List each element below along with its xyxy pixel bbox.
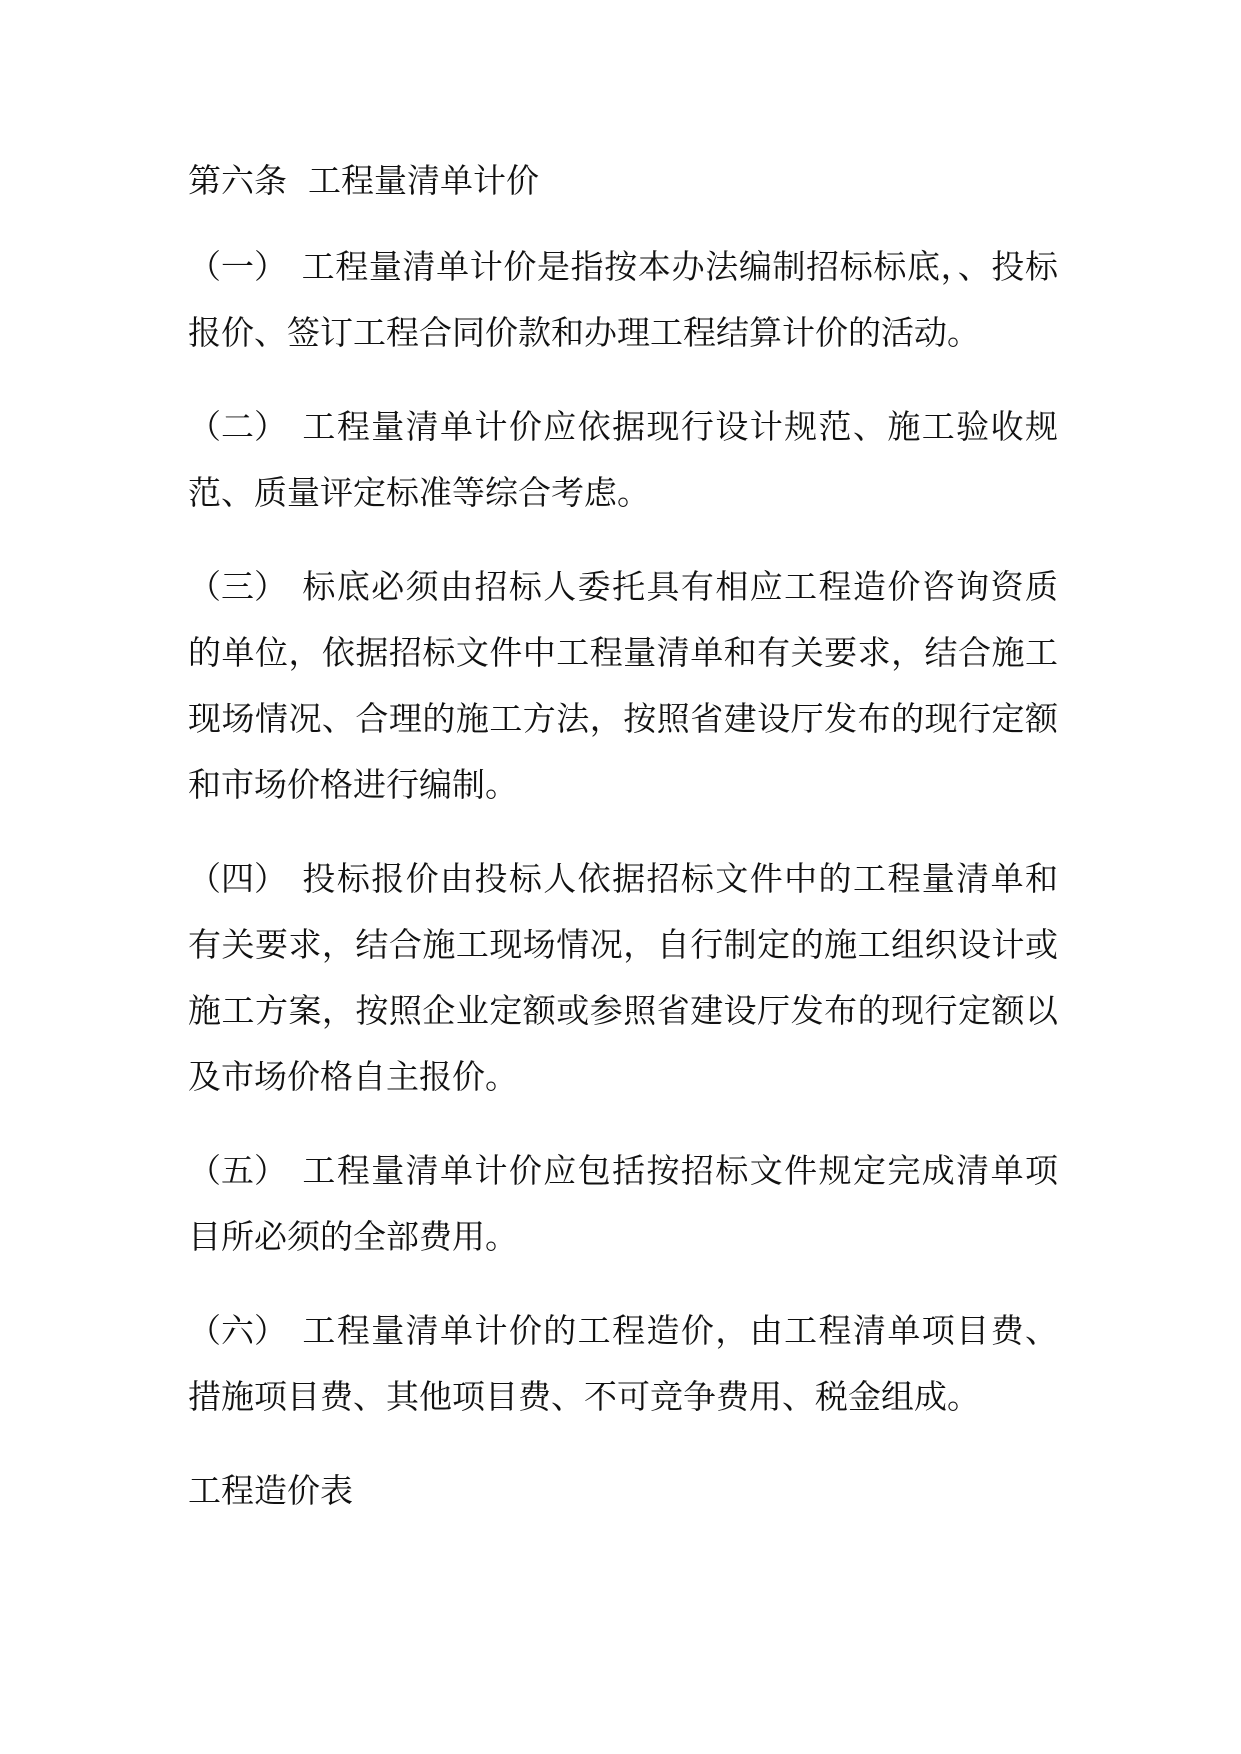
clause-number: （二） — [188, 407, 287, 446]
clause-text: 工程量清单计价是指按本办法编制招标标底，、投标报价、签订工程合同价款和办理工程结算计价的活动。 — [188, 247, 1058, 352]
clause-number: （五） — [188, 1151, 287, 1190]
article-heading — [188, 148, 1058, 214]
clause-number: （一） — [188, 247, 287, 286]
clause-number: （四） — [188, 859, 287, 898]
clause-2 — [188, 394, 1058, 526]
clause-text: 投标报价由投标人依据招标文件中的工程量清单和有关要求，结合施工现场情况，自行制定的施工组织设计或施工方案，按照企业定额或参照省建设厅发布的现行定额以及市场价格自主报价。 — [188, 859, 1058, 1096]
clause-text: 标底必须由招标人委托具有相应工程造价咨询资质的单位，依据招标文件中工程量清单和有关要求，结合施工现场情况、合理的施工方法，按照省建设厅发布的现行定额和市场价格进行编制。 — [188, 567, 1058, 804]
clause-4 — [188, 846, 1058, 1110]
clause-text: 工程量清单计价应包括按招标文件规定完成清单项目所必须的全部费用。 — [188, 1151, 1058, 1256]
clause-6 — [188, 1298, 1058, 1430]
article-title: 工程量清单计价 — [307, 161, 539, 200]
clause-1 — [188, 234, 1058, 366]
clause-number: （三） — [188, 567, 287, 606]
document-body — [188, 148, 1058, 1524]
article-number: 第六条 — [188, 161, 287, 200]
clause-number: （六） — [188, 1311, 287, 1350]
clause-3 — [188, 554, 1058, 818]
clause-5 — [188, 1138, 1058, 1270]
clause-text: 工程量清单计价应依据现行设计规范、施工验收规范、质量评定标准等综合考虑。 — [188, 407, 1058, 512]
clause-text: 工程量清单计价的工程造价，由工程清单项目费、措施项目费、其他项目费、不可竞争费用、税金组成。 — [188, 1311, 1058, 1416]
section-title-cost-table: 工程造价表 — [188, 1471, 353, 1510]
